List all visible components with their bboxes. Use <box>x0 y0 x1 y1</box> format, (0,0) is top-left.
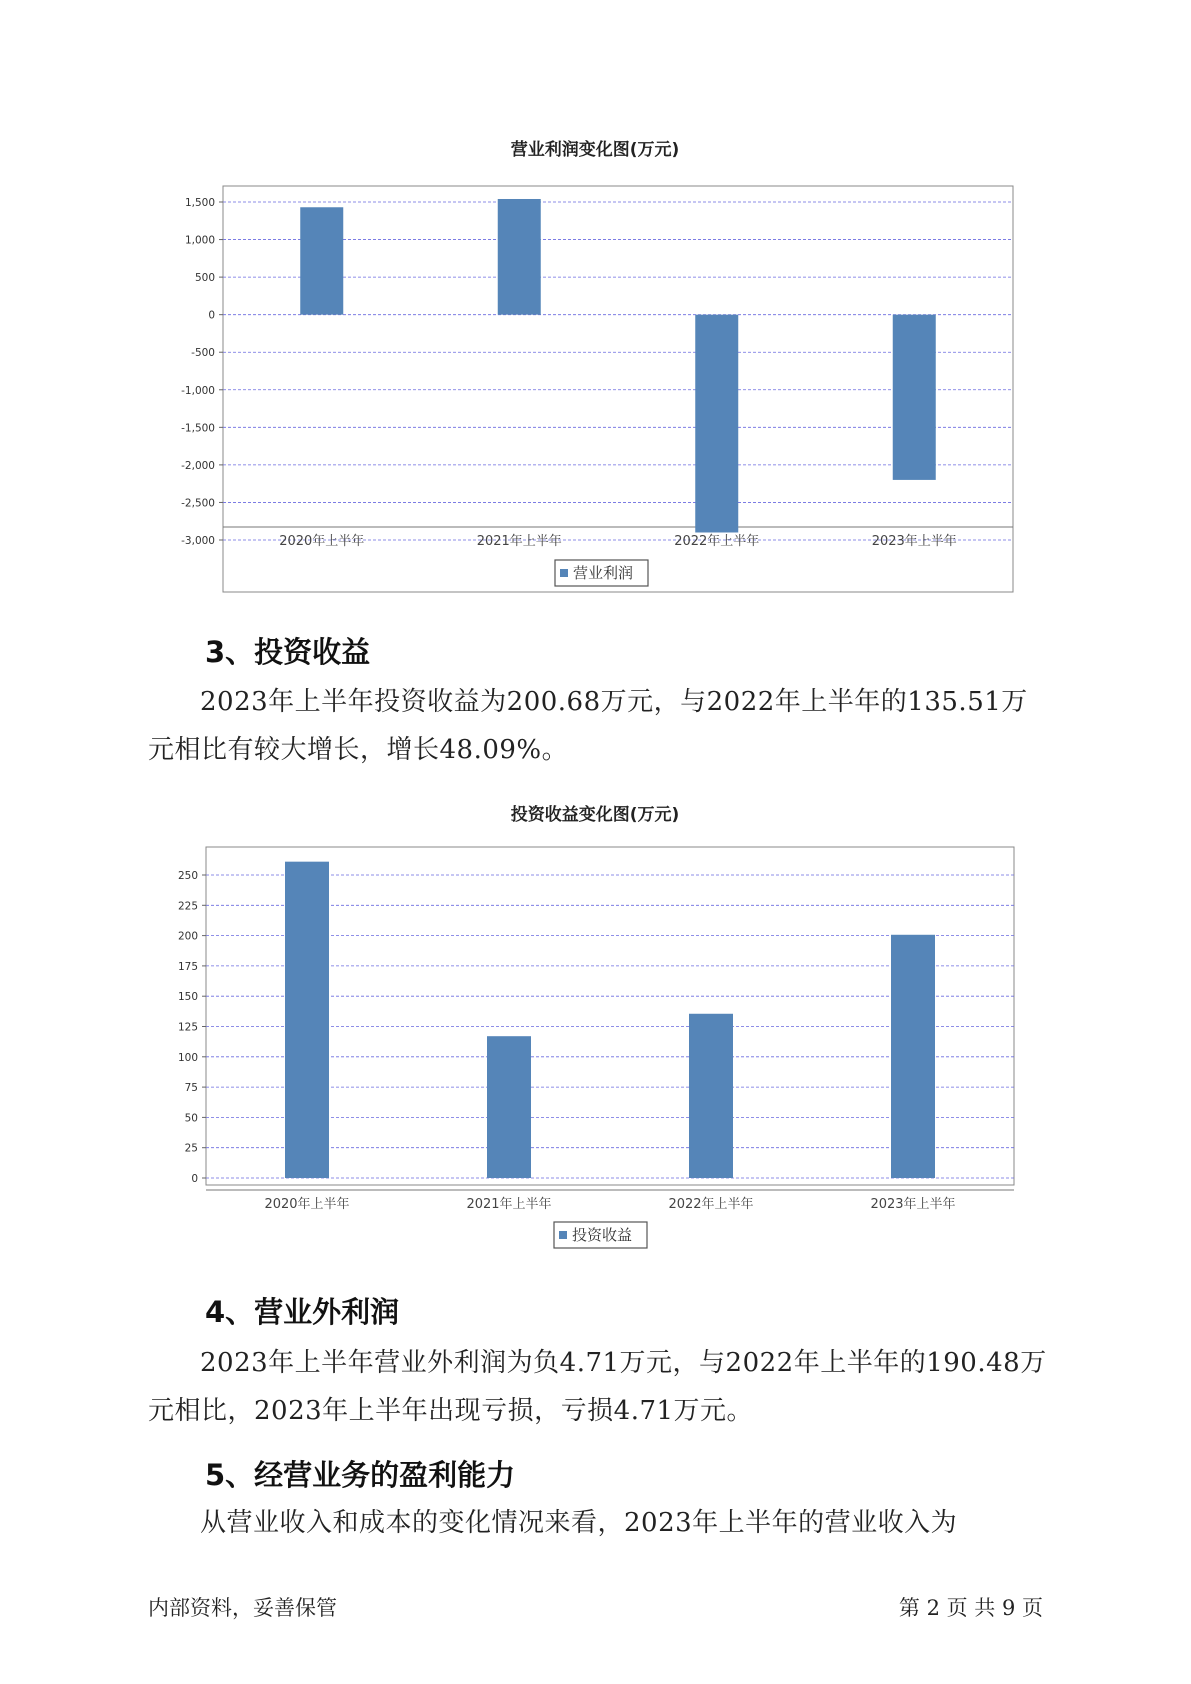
legend-label: 投资收益 <box>572 1226 633 1244</box>
y-tick-label: 250 <box>177 870 198 882</box>
chart-title: 营业利润变化图(万元) <box>510 140 680 160</box>
y-tick-label: -1,000 <box>181 384 215 397</box>
category-label: 2023年上半年 <box>870 1197 956 1212</box>
y-tick-label: 100 <box>177 1051 198 1064</box>
section-heading-profitability: 5、经营业务的盈利能力 <box>205 1458 516 1492</box>
section-heading-investment-income: 3、投资收益 <box>205 635 371 669</box>
operating-profit-chart <box>0 130 1191 600</box>
chart-title: 投资收益变化图(万元) <box>510 805 680 825</box>
category-label: 2023年上半年 <box>871 534 957 549</box>
legend-label: 营业利润 <box>573 564 634 582</box>
investment-income-paragraph: 2023年上半年投资收益为200.68万元，与2022年上半年的135.51万元相比有较大增长，增长48.09%。 <box>148 687 1028 765</box>
category-label: 2022年上半年 <box>668 1197 754 1212</box>
bar <box>695 315 738 533</box>
y-tick-label: 25 <box>184 1142 198 1155</box>
legend-swatch <box>559 1231 567 1239</box>
y-tick-label: 75 <box>184 1082 198 1095</box>
y-tick-label: 175 <box>177 960 198 973</box>
legend-swatch <box>560 569 568 577</box>
y-tick-label: -3,000 <box>181 535 215 547</box>
section-heading-non-operating-profit: 4、营业外利润 <box>205 1295 400 1329</box>
bar <box>891 935 935 1178</box>
y-tick-label: 200 <box>177 930 198 943</box>
bar <box>285 862 329 1178</box>
category-label: 2020年上半年 <box>264 1197 350 1212</box>
legend <box>555 560 648 586</box>
bar <box>300 207 343 314</box>
profitability-paragraph: 从营业收入和成本的变化情况来看，2023年上半年的营业收入为 <box>200 1508 958 1538</box>
category-label: 2020年上半年 <box>279 534 365 549</box>
bar <box>689 1014 733 1178</box>
non-operating-profit-paragraph: 2023年上半年营业外利润为负4.71万元，与2022年上半年的190.48万元相比，2023年上半年出现亏损，亏损4.71万元。 <box>148 1348 1047 1426</box>
y-tick-label: -1,500 <box>181 422 215 435</box>
y-tick-label: 225 <box>177 900 198 913</box>
y-tick-label: 1,500 <box>184 197 215 209</box>
y-tick-label: 1,000 <box>184 234 215 247</box>
bar <box>498 199 541 315</box>
y-tick-label: 125 <box>177 1021 198 1034</box>
footer-confidential-note: 内部资料，妥善保管 <box>148 1596 337 1620</box>
y-tick-label: 50 <box>184 1112 198 1125</box>
footer-page-number: 第 2 页 共 9 页 <box>898 1596 1043 1620</box>
y-tick-label: 0 <box>208 309 215 322</box>
y-tick-label: -2,500 <box>181 497 215 510</box>
y-tick-label: 0 <box>191 1173 198 1185</box>
y-tick-label: 500 <box>194 272 215 285</box>
operating-profit-chart-svg <box>0 130 1191 600</box>
category-label: 2021年上半年 <box>476 534 562 549</box>
investment-income-chart <box>0 795 1191 1255</box>
category-label: 2021年上半年 <box>466 1197 552 1212</box>
y-tick-label: -2,000 <box>181 459 215 472</box>
bar <box>487 1036 531 1178</box>
investment-income-chart-svg <box>0 795 1191 1255</box>
y-tick-label: -500 <box>191 347 215 360</box>
y-tick-label: 150 <box>177 991 198 1004</box>
legend <box>554 1222 647 1248</box>
bar <box>893 315 936 480</box>
category-label: 2022年上半年 <box>674 534 760 549</box>
